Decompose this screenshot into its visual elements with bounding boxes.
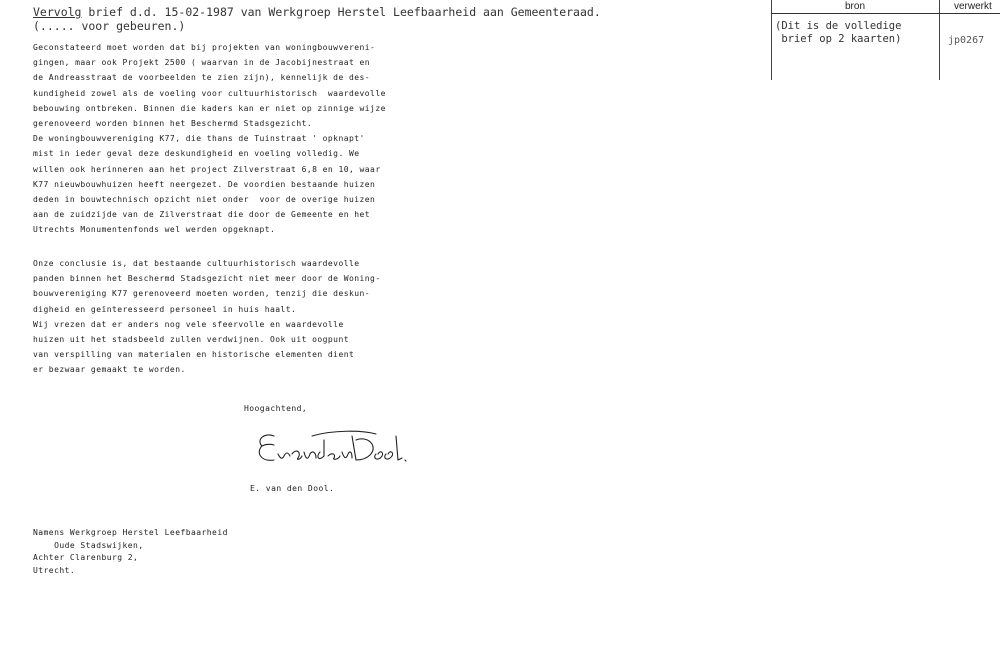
heading-title: brief d.d. 15-02-1987 van Werkgroep Herstel Leefbaarheid aan Gemeenteraad.	[81, 5, 601, 19]
text-line: de Andreasstraat de voorbeelden te zien zijn), kennelijk de des-	[33, 73, 371, 83]
heading-vervolg: Vervolg	[33, 5, 82, 19]
paragraph-2	[33, 256, 493, 378]
text-line: willen ook herinneren aan het project Zilverstraat 6,8 en 10, waar	[33, 164, 381, 174]
text-line: bouwvereniging K77 gerenoveerd moeten worden, tenzij die deskun-	[33, 289, 371, 299]
text-line: aan de zuidzijde van de Zilverstraat die door de Gemeente en het	[33, 210, 371, 220]
text-line: bebouwing ontbreken. Binnen die kaders kan er niet op zinnige wijze	[33, 103, 386, 113]
greeting: Hoogachtend,	[244, 404, 308, 413]
address-line: Utrecht.	[33, 565, 76, 575]
text-line: deden in bouwtechnisch opzicht niet onder voor de overige huizen	[33, 194, 376, 204]
text-line: gingen, maar ook Projekt 2500 ( waarvan in de Jacobijnestraat en	[33, 58, 371, 68]
address-line: Namens Werkgroep Herstel Leefbaarheid	[33, 528, 228, 537]
text-line: Geconstateerd moet worden dat bij projekten van woningbouwvereni-	[33, 43, 376, 52]
text-line: Wij vrezen dat er anders nog vele sfeervolle en waardevolle	[33, 319, 344, 329]
text-line: gerenoveerd worden binnen het Beschermd Stadsgezicht.	[33, 118, 313, 128]
archive-index-card	[771, 0, 1000, 80]
sender-address	[33, 527, 228, 577]
note-line-1: (Dit is de volledige	[775, 20, 902, 32]
heading-line-2: (..... voor gebeuren.)	[33, 19, 186, 33]
text-line: Utrechts Monumentenfonds wel werden opgeknapt.	[33, 225, 276, 235]
text-line: Onze conclusie is, dat bestaande cultuurhistorisch waardevolle	[33, 259, 360, 268]
text-line: er bezwaar gemaakt te worden.	[33, 365, 186, 375]
letter-heading	[33, 5, 733, 33]
card-header	[771, 0, 1000, 14]
text-line: van verspilling van materialen en historische elementen dient	[33, 350, 355, 360]
text-line: kundigheid zowel als de voeling voor cultuurhistorisch waardevolle	[33, 88, 386, 98]
address-line: Achter Clarenburg 2,	[33, 553, 139, 563]
note-line-2: brief op 2 kaarten)	[775, 33, 902, 45]
column-bron: bron	[845, 1, 866, 12]
text-line: panden binnen het Beschermd Stadsgezicht niet meer door de Woning-	[33, 274, 381, 284]
card-reference: jp0267	[948, 35, 985, 46]
paragraph-1	[33, 40, 493, 237]
signer-name: E. van den Dool.	[250, 484, 335, 493]
address-line: Oude Stadswijken,	[33, 540, 144, 550]
card-note	[775, 20, 901, 46]
heading-line-1	[33, 5, 733, 19]
text-line: digheid en geïnteresseerd personeel in huis haalt.	[33, 304, 297, 314]
column-verwerkt: verwerkt	[954, 1, 992, 12]
text-line: K77 nieuwbouwhuizen heeft neergezet. De voordien bestaande huizen	[33, 179, 376, 189]
text-line: huizen uit het stadsbeeld zullen verdwijnen. Ook uit oogpunt	[33, 334, 349, 344]
text-line: De woningbouwvereniging K77, die thans de Tuinstraat ' opknapt'	[33, 134, 365, 144]
text-line: mist in ieder geval deze deskundigheid en voeling volledig. We	[33, 149, 360, 159]
handwritten-signature	[252, 422, 412, 472]
